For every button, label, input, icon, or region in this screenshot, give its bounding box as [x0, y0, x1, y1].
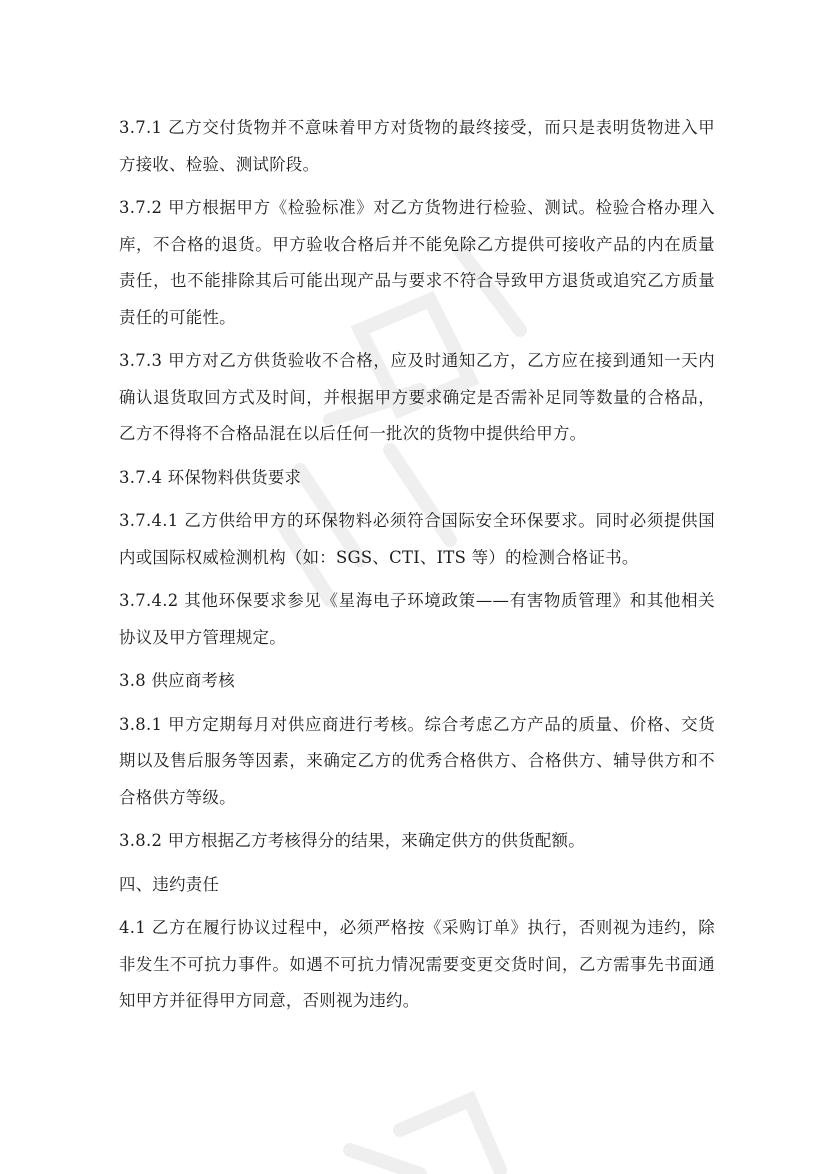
heading-section-4: 四、违约责任: [119, 874, 220, 894]
paragraph-3-7-4-1: 3.7.4.1 乙方供给甲方的环保物料必须符合国际安全环保要求。同时必须提供国内或国际权威检测机构（如：SGS、CTI、ITS 等）的检测合格证书。: [119, 511, 715, 567]
paragraph-3-7-1: 3.7.1 乙方交付货物并不意味着甲方对货物的最终接受，而只是表明货物进入甲方接收、检验、测试阶段。: [119, 118, 715, 174]
paragraph-3-7-2: 3.7.2 甲方根据甲方《检验标准》对乙方货物进行检验、测试。检验合格办理入库，不合格的退货。甲方验收合格后并不能免除乙方提供可接收产品的内在质量责任，也不能排除其后可能出现产品与要求不符合导致甲方退货或追究乙方质量责任的可能性。: [119, 198, 715, 327]
paragraph-3-8-2: 3.8.2 甲方根据乙方考核得分的结果，来确定供方的供货配额。: [119, 831, 585, 850]
paragraph-3-7-4-2: 3.7.4.2 其他环保要求参见《星海电子环境政策——有害物质管理》和其他相关协议及甲方管理规定。: [119, 591, 715, 647]
paragraph-3-8-1: 3.8.1 甲方定期每月对供应商进行考核。综合考虑乙方产品的质量、价格、交货期以及售后服务等因素，来确定乙方的优秀合格供方、合格供方、辅导供方和不合格供方等级。: [119, 714, 715, 807]
heading-3-7-4: 3.7.4 环保物料供货要求: [119, 467, 302, 487]
document-body: [119, 110, 715, 1027]
paragraph-3-7-3: 3.7.3 甲方对乙方供货验收不合格，应及时通知乙方，乙方应在接到通知一天内确认退货取回方式及时间，并根据甲方要求确定是否需补足同等数量的合格品，乙方不得将不合格品混在以后任何一批次的货物中提供给甲方。: [119, 351, 715, 443]
paragraph-4-1: 4.1 乙方在履行协议过程中，必须严格按《采购订单》执行，否则视为违约，除非发生不可抗力事件。如遇不可抗力情况需要变更交货时间，乙方需事先书面通知甲方并征得甲方同意，否则视为违约。: [119, 918, 715, 1010]
heading-3-8: 3.8 供应商考核: [119, 671, 235, 690]
